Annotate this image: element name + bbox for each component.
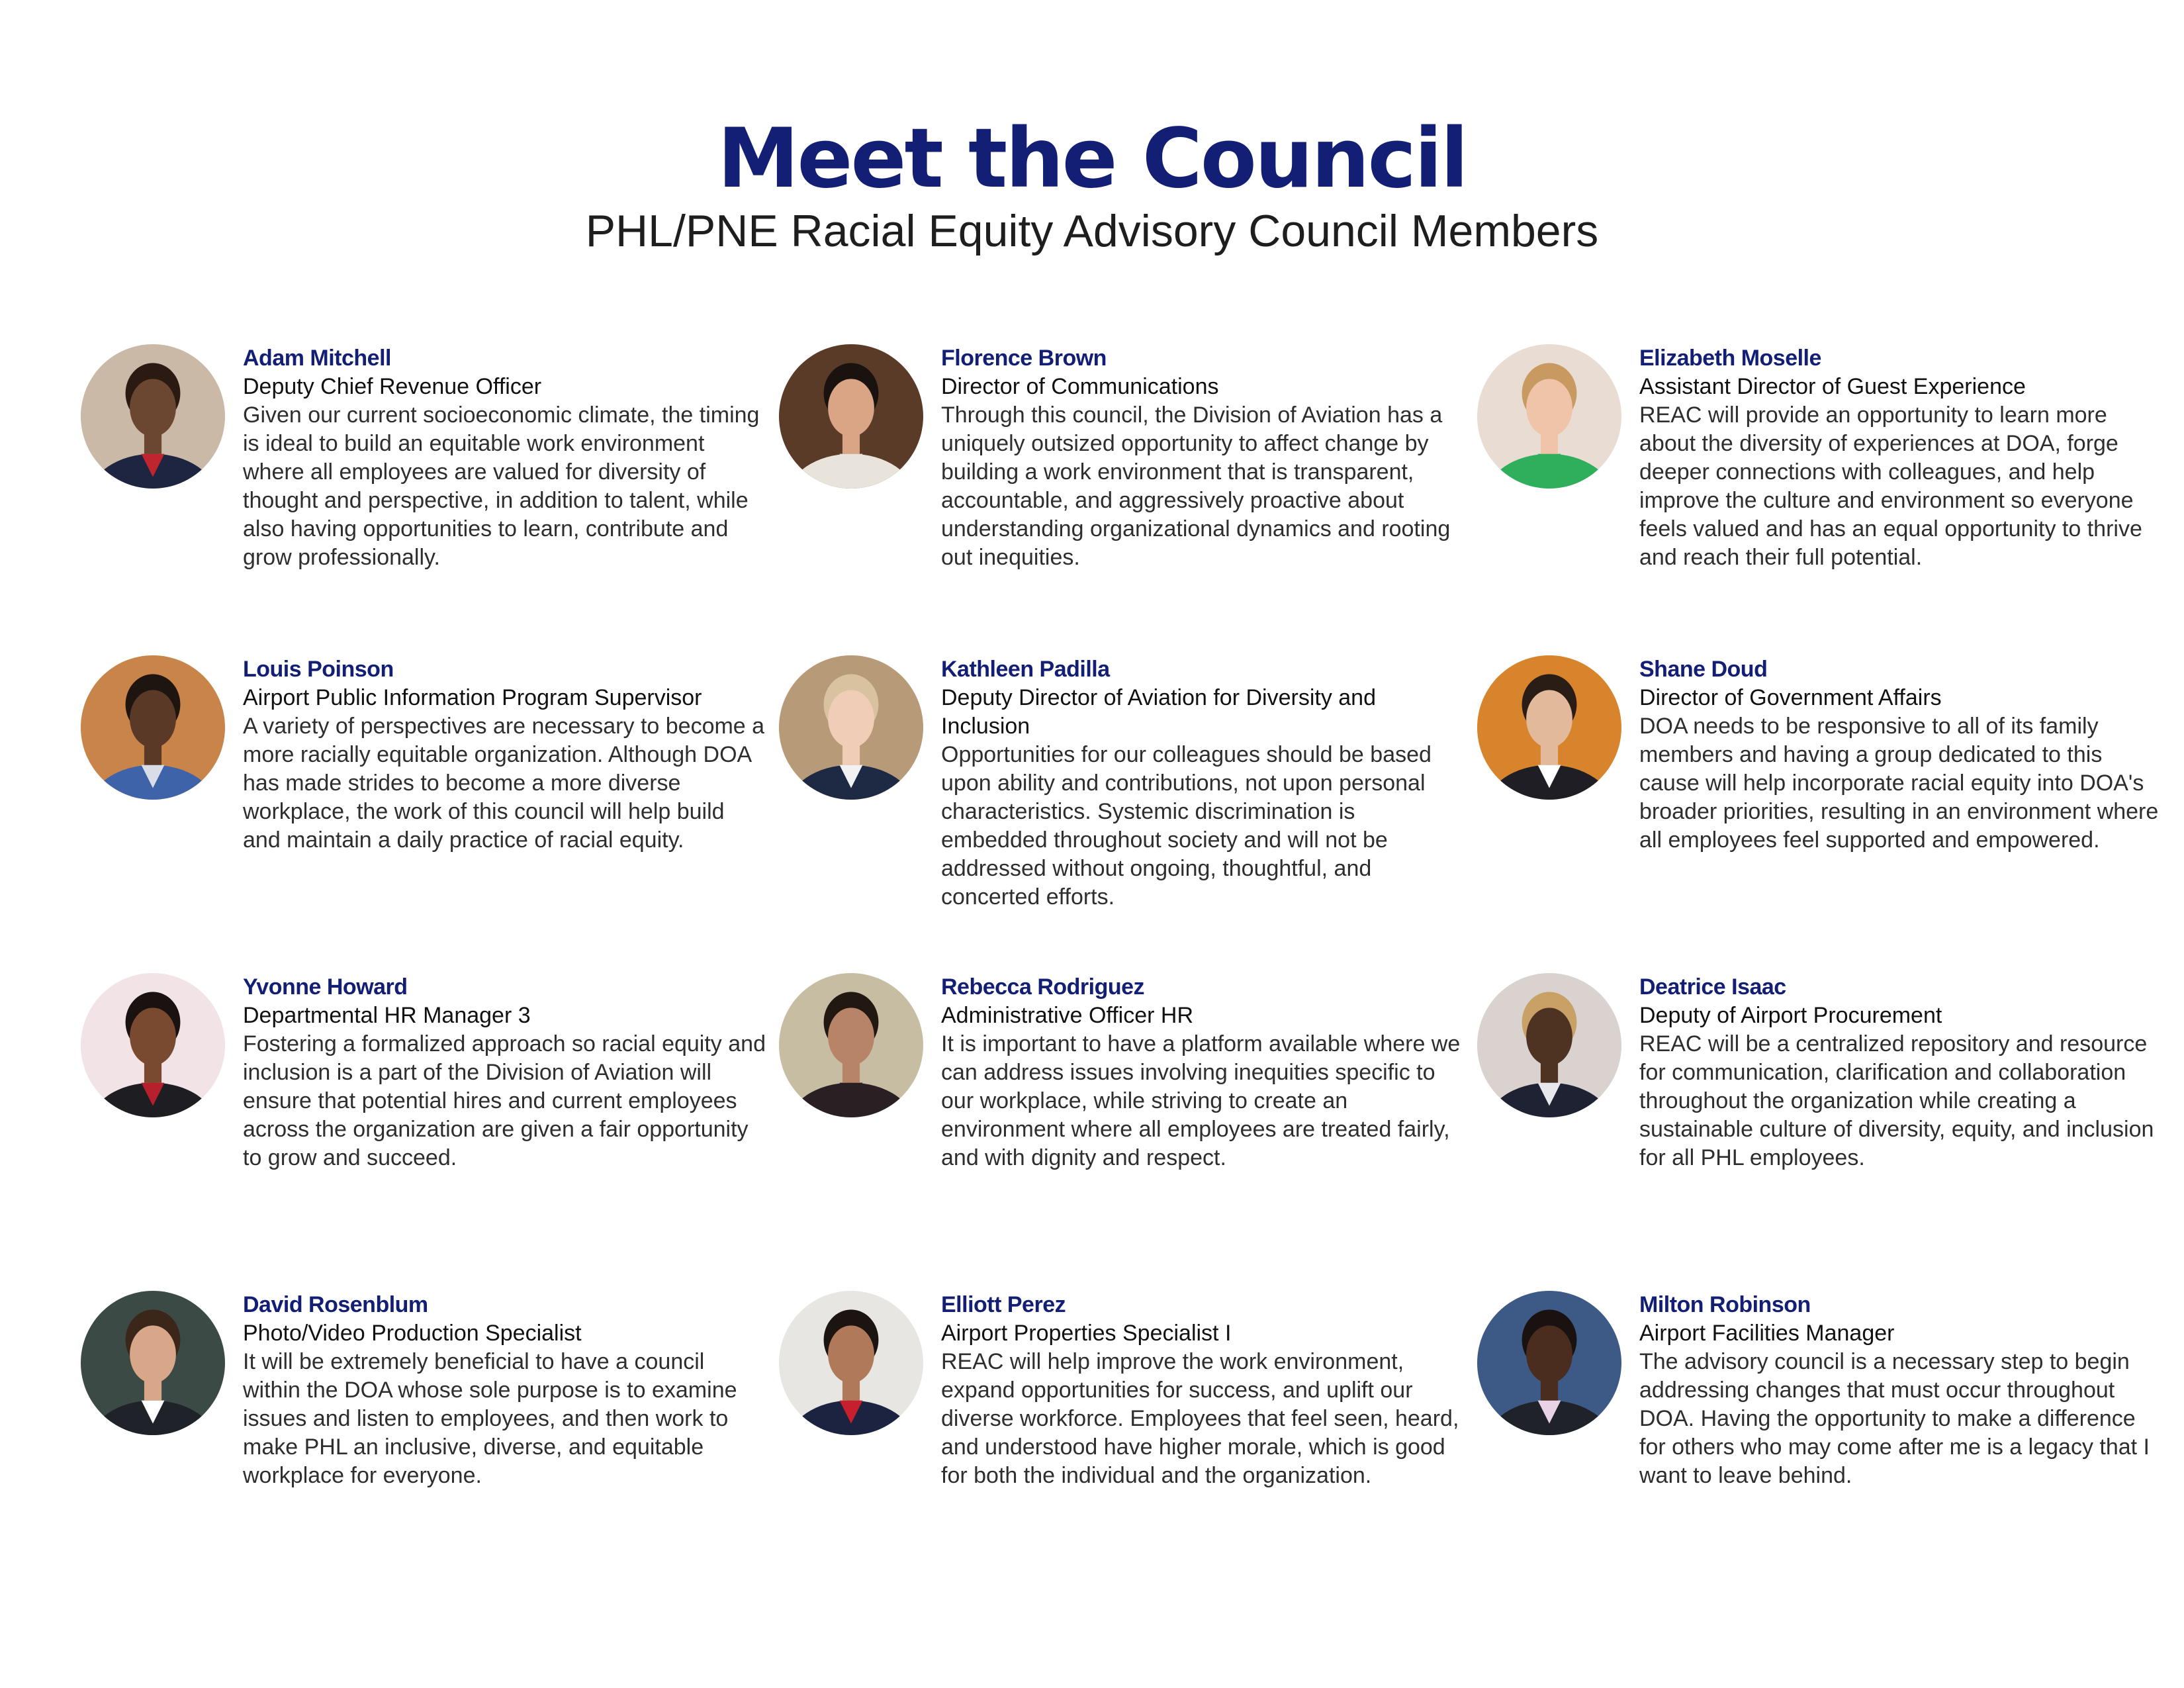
member-role: Airport Properties Specialist I	[941, 1321, 1232, 1346]
member-quote: The advisory council is a necessary step to begin addressing changes that must occur throughout DOA. Having the opportunity to make a difference for others who may come after me is a legacy that I want to leave behind.	[1639, 1349, 2150, 1488]
member-name: Rebecca Rodriguez	[941, 974, 1145, 1000]
portrait-face	[1526, 690, 1572, 747]
member-name: Kathleen Padilla	[941, 657, 1110, 682]
portrait-graphic	[779, 973, 923, 1117]
member-role: Airport Facilities Manager	[1639, 1321, 1895, 1346]
member-quote: It will be extremely beneficial to have a council within the DOA whose sole purpose is to examine issues and listen to employees, and then work to make PHL an inclusive, diverse, and equitable workplace for everyone.	[243, 1349, 737, 1488]
portrait-face	[130, 1325, 176, 1383]
portrait-face	[130, 690, 176, 747]
member-name: David Rosenblum	[243, 1292, 428, 1317]
member-quote: A variety of perspectives are necessary to become a more racially equitable organization. Although DOA has made strides to become a more diverse workplace, the work of this council will help build and maintain a daily practice of racial equity.	[243, 714, 765, 853]
member-quote: Through this council, the Division of Aviation has a uniquely outsized opportunity to affect change by building a work environment that is transparent, accountable, and aggressively proactive about understanding organizational dynamics and rooting out inequities.	[941, 402, 1451, 570]
member-role: Deputy of Airport Procurement	[1639, 1003, 1942, 1028]
member-photo	[1477, 655, 1621, 800]
portrait-face	[828, 379, 874, 436]
portrait-face	[130, 379, 176, 436]
member-photo	[779, 1291, 923, 1435]
portrait-graphic	[81, 1291, 225, 1435]
member-card	[1477, 973, 2159, 1185]
member-quote: Given our current socioeconomic climate, the timing is ideal to build an equitable work environment where all employees are valued for diversity of thought and perspective, in addition to talent, while also having opportunities to learn, contribute and grow professionally.	[243, 402, 760, 570]
portrait-face	[1526, 1325, 1572, 1383]
portrait-graphic	[779, 1291, 923, 1435]
portrait-face	[828, 1325, 874, 1383]
portrait-graphic	[1477, 655, 1621, 800]
member-name: Shane Doud	[1639, 657, 1768, 682]
page-header	[0, 109, 2184, 258]
portrait-graphic	[1477, 1291, 1621, 1435]
member-quote: Opportunities for our colleagues should be based upon ability and contributions, not upon personal characteristics. Systemic discrimination is embedded throughout society and will not be addressed without ongoing, thoughtful, and concerted efforts.	[941, 742, 1432, 910]
member-card	[81, 973, 766, 1185]
member-card	[1477, 655, 2159, 867]
portrait-graphic	[779, 655, 923, 800]
member-name: Elliott Perez	[941, 1292, 1066, 1317]
member-role: Assistant Director of Guest Experience	[1639, 374, 2026, 399]
member-role: Director of Communications	[941, 374, 1219, 399]
member-card	[779, 655, 1461, 910]
member-role: Deputy Chief Revenue Officer	[243, 374, 542, 399]
member-role: Departmental HR Manager 3	[243, 1003, 531, 1028]
portrait-face	[1526, 379, 1572, 436]
member-photo	[81, 655, 225, 800]
member-name: Adam Mitchell	[243, 346, 391, 371]
member-name: Deatrice Isaac	[1639, 974, 1786, 1000]
member-card	[1477, 1291, 2159, 1503]
member-card	[81, 655, 765, 867]
portrait-face	[1526, 1008, 1572, 1065]
member-role: Photo/Video Production Specialist	[243, 1321, 582, 1346]
portrait-graphic	[1477, 973, 1621, 1117]
member-name: Elizabeth Moselle	[1639, 346, 1821, 371]
portrait-face	[828, 1008, 874, 1065]
member-name: Louis Poinson	[243, 657, 394, 682]
member-photo	[81, 1291, 225, 1435]
member-role: Airport Public Information Program Supervisor	[243, 685, 702, 710]
portrait-face	[130, 1008, 176, 1065]
page-title: Meet the Council	[717, 111, 1467, 207]
member-name: Yvonne Howard	[243, 974, 408, 1000]
member-quote: DOA needs to be responsive to all of its family members and having a group dedicated to this cause will help incorporate racial equity into DOA's broader priorities, resulting in an environment where all employees feel supported and empowered.	[1639, 714, 2159, 853]
member-card	[81, 1291, 762, 1503]
member-photo	[1477, 973, 1621, 1117]
member-role: Administrative Officer HR	[941, 1003, 1194, 1028]
member-photo	[779, 344, 923, 489]
portrait-graphic	[81, 655, 225, 800]
page-subtitle: PHL/PNE Racial Equity Advisory Council Members	[585, 206, 1599, 256]
member-quote: REAC will be a centralized repository and resource for communication, clarification and collaboration throughout the organization while creating a sustainable culture of diversity, equity, and inclusion for all PHL employees.	[1639, 1031, 2154, 1170]
portrait-graphic	[81, 973, 225, 1117]
member-photo	[81, 973, 225, 1117]
member-card	[779, 1291, 1461, 1503]
member-photo	[1477, 1291, 1621, 1435]
member-quote: REAC will help improve the work environment, expand opportunities for success, and uplift our diverse workforce. Employees that feel seen, heard, and understood have higher morale, which is good for both the individual and the organization.	[941, 1349, 1459, 1488]
member-photo	[81, 344, 225, 489]
member-photo	[1477, 344, 1621, 489]
member-quote: Fostering a formalized approach so racial equity and inclusion is a part of the Division of Aviation will ensure that potential hires and current employees across the organization are given a fair opportunity to grow and succeed.	[243, 1031, 766, 1170]
portrait-graphic	[779, 344, 923, 489]
member-name: Florence Brown	[941, 346, 1107, 371]
member-role: Deputy Director of Aviation for Diversity and Inclusion	[941, 685, 1376, 739]
portrait-face	[828, 690, 874, 747]
member-role: Director of Government Affairs	[1639, 685, 1942, 710]
member-name: Milton Robinson	[1639, 1292, 1811, 1317]
member-quote: It is important to have a platform available where we can address issues involving inequities specific to our workplace, while striving to create an environment where all employees are treated fairly, and with dignity and respect.	[941, 1031, 1461, 1170]
member-photo	[779, 655, 923, 800]
portrait-graphic	[81, 344, 225, 489]
member-quote: REAC will provide an opportunity to learn more about the diversity of experiences at DOA, forge deeper connections with colleagues, and help improve the culture and environment so everyone feels valued and has an equal opportunity to thrive and reach their full potential.	[1639, 402, 2142, 570]
portrait-graphic	[1477, 344, 1621, 489]
member-photo	[779, 973, 923, 1117]
member-card	[779, 973, 1461, 1185]
member-card	[1477, 344, 2159, 570]
member-card	[81, 344, 762, 570]
member-card	[779, 344, 1461, 570]
